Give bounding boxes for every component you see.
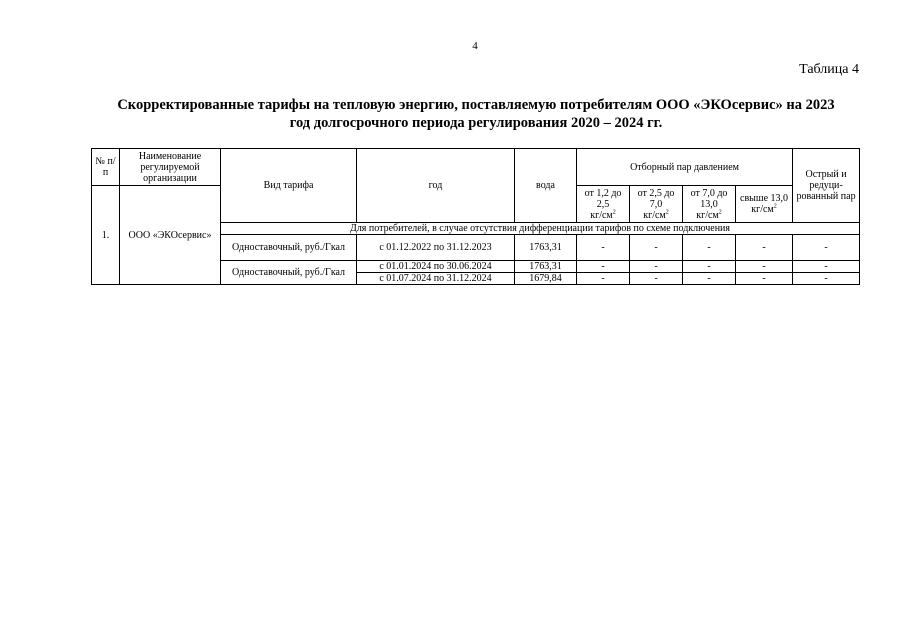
tariff-type-cell: Одноставочный, руб./Гкал (221, 235, 357, 261)
period-cell: с 01.07.2024 по 31.12.2024 (357, 273, 515, 285)
steam-value: - (736, 235, 793, 261)
steam-value: - (683, 273, 736, 285)
consumers-note: Для потребителей, в случае отсутствия дифференциации тарифов по схеме подключения (221, 223, 860, 235)
header-org: Наименование регулируемой организации (120, 149, 221, 186)
water-value: 1679,84 (515, 273, 577, 285)
steam-col-unit: кг/см (643, 209, 666, 221)
steam-value: - (736, 261, 793, 273)
title-line-1: Скорректированные тарифы на тепловую энергию, поставляемую потребителям ООО «ЭКОсервис» на 2023 (117, 97, 835, 113)
steam-col-range: от 1,2 до 2,5 (584, 187, 622, 210)
header-year: год (357, 149, 515, 223)
header-steam-col (736, 186, 793, 223)
header-steam-col (630, 186, 683, 223)
header-steam-col (683, 186, 736, 223)
steam-value: - (577, 273, 630, 285)
steam-col-range: от 2,5 до 7,0 (637, 187, 675, 210)
header-sharp-steam: Острый и редуци-рованный пар (793, 149, 860, 223)
header-row-1 (92, 149, 860, 186)
tariff-type-cell: Одноставочный, руб./Гкал (221, 261, 357, 285)
steam-value: - (630, 235, 683, 261)
document-title (92, 96, 860, 132)
title-line-2: год долгосрочного периода регулирования 2020 – 2024 гг. (289, 115, 663, 131)
header-steam-col (577, 186, 630, 223)
sharp-steam-value: - (793, 235, 860, 261)
steam-col-range: от 7,0 до 13,0 (690, 187, 728, 210)
table-caption: Таблица 4 (799, 62, 859, 77)
steam-col-unit: кг/см (751, 204, 774, 215)
header-num: № п/п (92, 149, 120, 186)
steam-col-range: свыше 13,0 (740, 193, 789, 204)
steam-col-exp: 2 (718, 209, 722, 216)
period-cell: с 01.01.2024 по 30.06.2024 (357, 261, 515, 273)
water-value: 1763,31 (515, 261, 577, 273)
tariff-table (91, 148, 860, 285)
header-steam-group: Отборный пар давлением (577, 149, 793, 186)
header-tariff-type: Вид тарифа (221, 149, 357, 223)
row-number: 1. (92, 186, 120, 285)
steam-col-unit: кг/см (590, 209, 613, 221)
org-name: ООО «ЭКОсервис» (120, 186, 221, 285)
sharp-steam-value: - (793, 261, 860, 273)
water-value: 1763,31 (515, 235, 577, 261)
steam-value: - (683, 235, 736, 261)
steam-col-exp: 2 (665, 209, 669, 216)
steam-col-exp: 2 (612, 209, 616, 216)
header-water: вода (515, 149, 577, 223)
sharp-steam-value: - (793, 273, 860, 285)
steam-value: - (630, 261, 683, 273)
page-number: 4 (472, 40, 478, 52)
steam-value: - (630, 273, 683, 285)
period-cell: с 01.12.2022 по 31.12.2023 (357, 235, 515, 261)
steam-value: - (577, 235, 630, 261)
steam-col-unit: кг/см (696, 209, 719, 221)
steam-value: - (577, 261, 630, 273)
steam-value: - (683, 261, 736, 273)
steam-col-exp: 2 (773, 203, 777, 210)
steam-value: - (736, 273, 793, 285)
